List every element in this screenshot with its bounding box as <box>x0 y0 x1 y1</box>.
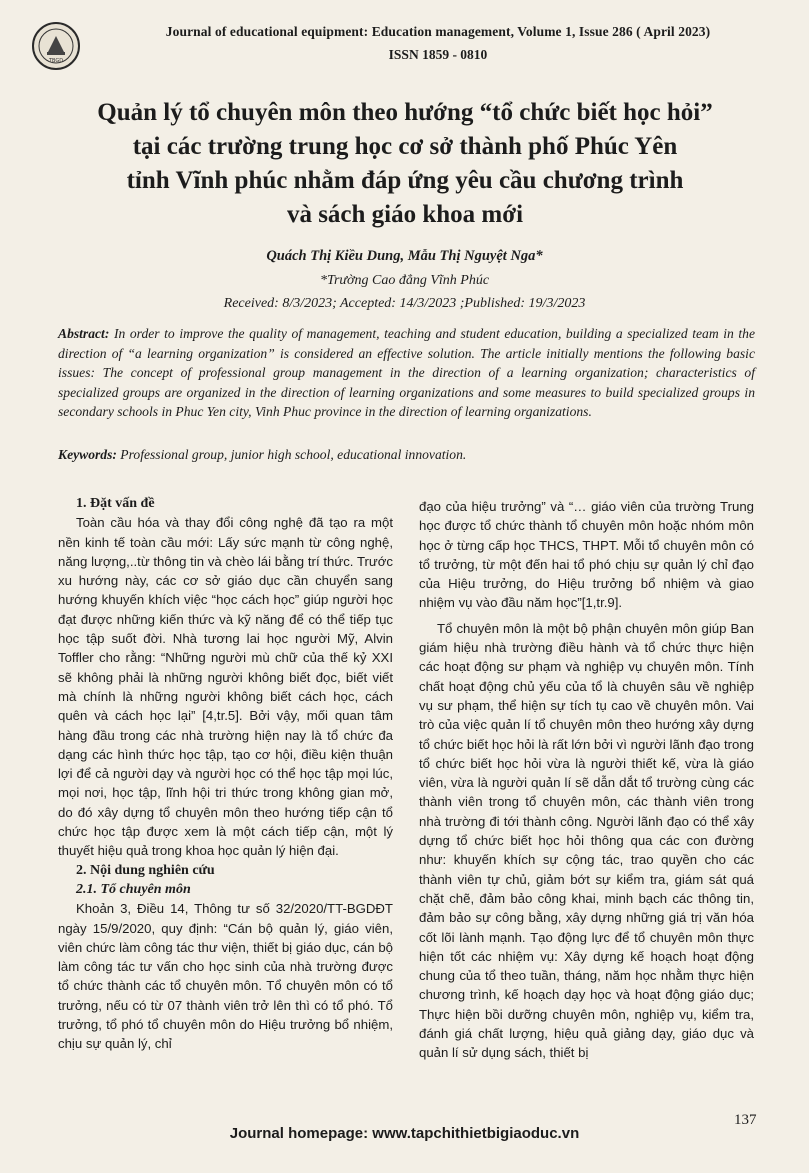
publication-dates: Received: 8/3/2023; Accepted: 14/3/2023 ;Published: 19/3/2023 <box>223 296 586 311</box>
paragraph: Tổ chuyên môn là một bộ phận chuyên môn giúp Ban giám hiệu nhà trường điều hành và tổ chức thực hiện các hoạt động sư phạm và nghiệp vụ chuyên môn. Tính chất hoạt động chủ yếu của tổ là chuyên sâu về nghiệp vụ sư phạm, thể hiện sự tích tụ cao về chuyên môn. Vai trò của việc quản lí tổ chuyên môn theo hướng xây dựng tổ chức biết học hỏi là rất lớn bởi vì người lãnh đạo trong tổ chức biết học hỏi vừa là người thiết kế, vừa là giáo viên, vừa là người quản lí sẽ dẫn dắt tổ trường cùng các thành viên trong tổ chuyên môn, các thành viên trong nhà trường đi tới thành công. Người lãnh đạo có thể xây dựng tổ chức biết học hỏi thông qua các con đường như: khuyến khích sự cộng tác, trao quyền cho các thành viên tự chủ, giảm bớt sự kiểm tra, giám sát quá chặt chẽ, đảm bảo công khai, minh bạch các thông tin, đảm bảo sự công bằng, xây dựng những giá trị văn hóa cốt lõi lành mạnh. Tạo động lực để tổ chuyên môn thực hiện tốt các nhiệm vụ: Xây dựng kế hoạch hoạt động chung của tổ theo tuần, tháng, năm học nhằm thực hiện chương trình, kế hoạch dạy học và hoạt động giáo dục; Thực hiện bồi dưỡng chuyên môn, nghiệp vụ, kiểm tra, đánh giá chất lượng, hiệu quả giảng dạy, giáo dục và quản lí sử dụng sách, thiết bị <box>419 620 754 1061</box>
left-column <box>58 494 393 1054</box>
right-column <box>419 497 754 1063</box>
keywords-text: Professional group, junior high school, educational innovation. <box>116 447 467 462</box>
abstract-label: Abstract: <box>58 326 110 341</box>
title-line: và sách giáo khoa mới <box>286 201 524 228</box>
paragraph: đạo của hiệu trưởng” và “… giáo viên của trường Trung học được tổ chức thành tổ chuyên môn hoặc nhóm môn học ở từng cấp học THCS, THPT. Mỗi tổ chuyên môn có tổ trưởng, từ một đến hai tổ phó chịu sự quản lý chỉ đạo của Hiệu trưởng, do Hiệu trưởng bổ nhiệm và giao nhiệm vụ vào đầu năm học”[1,tr.9]. <box>419 499 754 611</box>
title-line: tỉnh Vĩnh phúc nhằm đáp ứng yêu cầu chương trình <box>126 167 684 194</box>
journal-homepage: Journal homepage: www.tapchithietbigiaoduc.vn <box>229 1125 580 1142</box>
svg-text:TBGD: TBGD <box>48 58 64 64</box>
page-number: 137 <box>734 1112 757 1128</box>
section-heading: 2. Nội dung nghiên cứu <box>76 862 215 878</box>
abstract-text: In order to improve the quality of management, teaching and student education, building a specialized team in the direction of “a learning organization” is considered an effective solution. The article initially mentions the following basic issues: The concept of professional group management in the direction of a learning organization; characteristics of specialized groups are organized in the direction of learning organizations and some measures to build specialized groups in secondary schools in Phuc Yen city, Vinh Phuc province in the direction of learning organizations. <box>58 326 755 420</box>
subsection-heading: 2.1. Tổ chuyên môn <box>76 881 191 897</box>
keywords <box>58 447 755 463</box>
affiliation: *Trường Cao đẳng Vĩnh Phúc <box>319 273 490 288</box>
journal-header: Journal of educational equipment: Education management, Volume 1, Issue 286 ( April 2023) <box>165 24 711 39</box>
authors: Quách Thị Kiều Dung, Mẫu Thị Nguyệt Nga* <box>266 248 543 264</box>
abstract <box>58 324 755 422</box>
title-line: Quản lý tổ chuyên môn theo hướng “tổ chức biết học hỏi” <box>97 99 713 126</box>
issn: ISSN 1859 - 0810 <box>388 47 488 62</box>
paragraph: Khoản 3, Điều 14, Thông tư số 32/2020/TT-BGDĐT ngày 15/9/2020, quy định: “Cán bộ quản lý, giáo viên, viên chức làm công tác thư viện, thiết bị giáo dục, cán bộ làm công tác tư vấn cho học sinh của nhà trường được tổ chức thành các tổ chuyên môn. Tổ chuyên môn có tổ trưởng, nếu có từ 07 thành viên trở lên thì có tổ phó. Tổ trưởng, tổ phó tổ chuyên môn do Hiệu trưởng bổ nhiệm, chịu sự quản lý, chỉ <box>58 901 393 1052</box>
paragraph: Toàn cầu hóa và thay đổi công nghệ đã tạo ra một nền kinh tế toàn cầu mới: Lấy sức mạnh từ công nghệ, năng lượng,..từ thông tin và chèo lái bằng trí thức. Trước xu hướng này, các cơ sở giáo dục cần chuyển sang hướng khuyến khích việc “học cách học” giúp người học đạt được những kiến thức và kỹ năng để có thể tiếp tục học tập suốt đời. Nhà tương lai học người Mỹ, Alvin Toffler cho rằng: “Những người mù chữ của thế kỷ XXI sẽ không phải là những người không biết đọc, biết viết mà chính là những người không biết cách học, cách quên và cách học lại” [4,tr.5]. Bởi vậy, mối quan tâm hàng đầu trong các nhà trường hiện nay là tổ chức đa dạng các hình thức học tập, tạo cơ hội, điều kiện thuận lợi để cả người dạy và người học có thể học tập mọi lúc, mọi nơi, học tập, lĩnh hội tri thức trong không gian mở, do đó xây dựng tổ chuyên môn theo hướng tiếp cận tổ chức học tập được xem là một cách tiếp cận, một lý thuyết hiệu quả trong khoa học quản lý hiện đại. <box>58 515 393 859</box>
journal-seal-icon <box>32 22 80 70</box>
keywords-label: Keywords: <box>58 447 117 462</box>
section-heading: 1. Đặt vấn đề <box>76 496 155 511</box>
article-title <box>40 96 770 232</box>
title-line: tại các trường trung học cơ sở thành phố Phúc Yên <box>132 133 678 160</box>
